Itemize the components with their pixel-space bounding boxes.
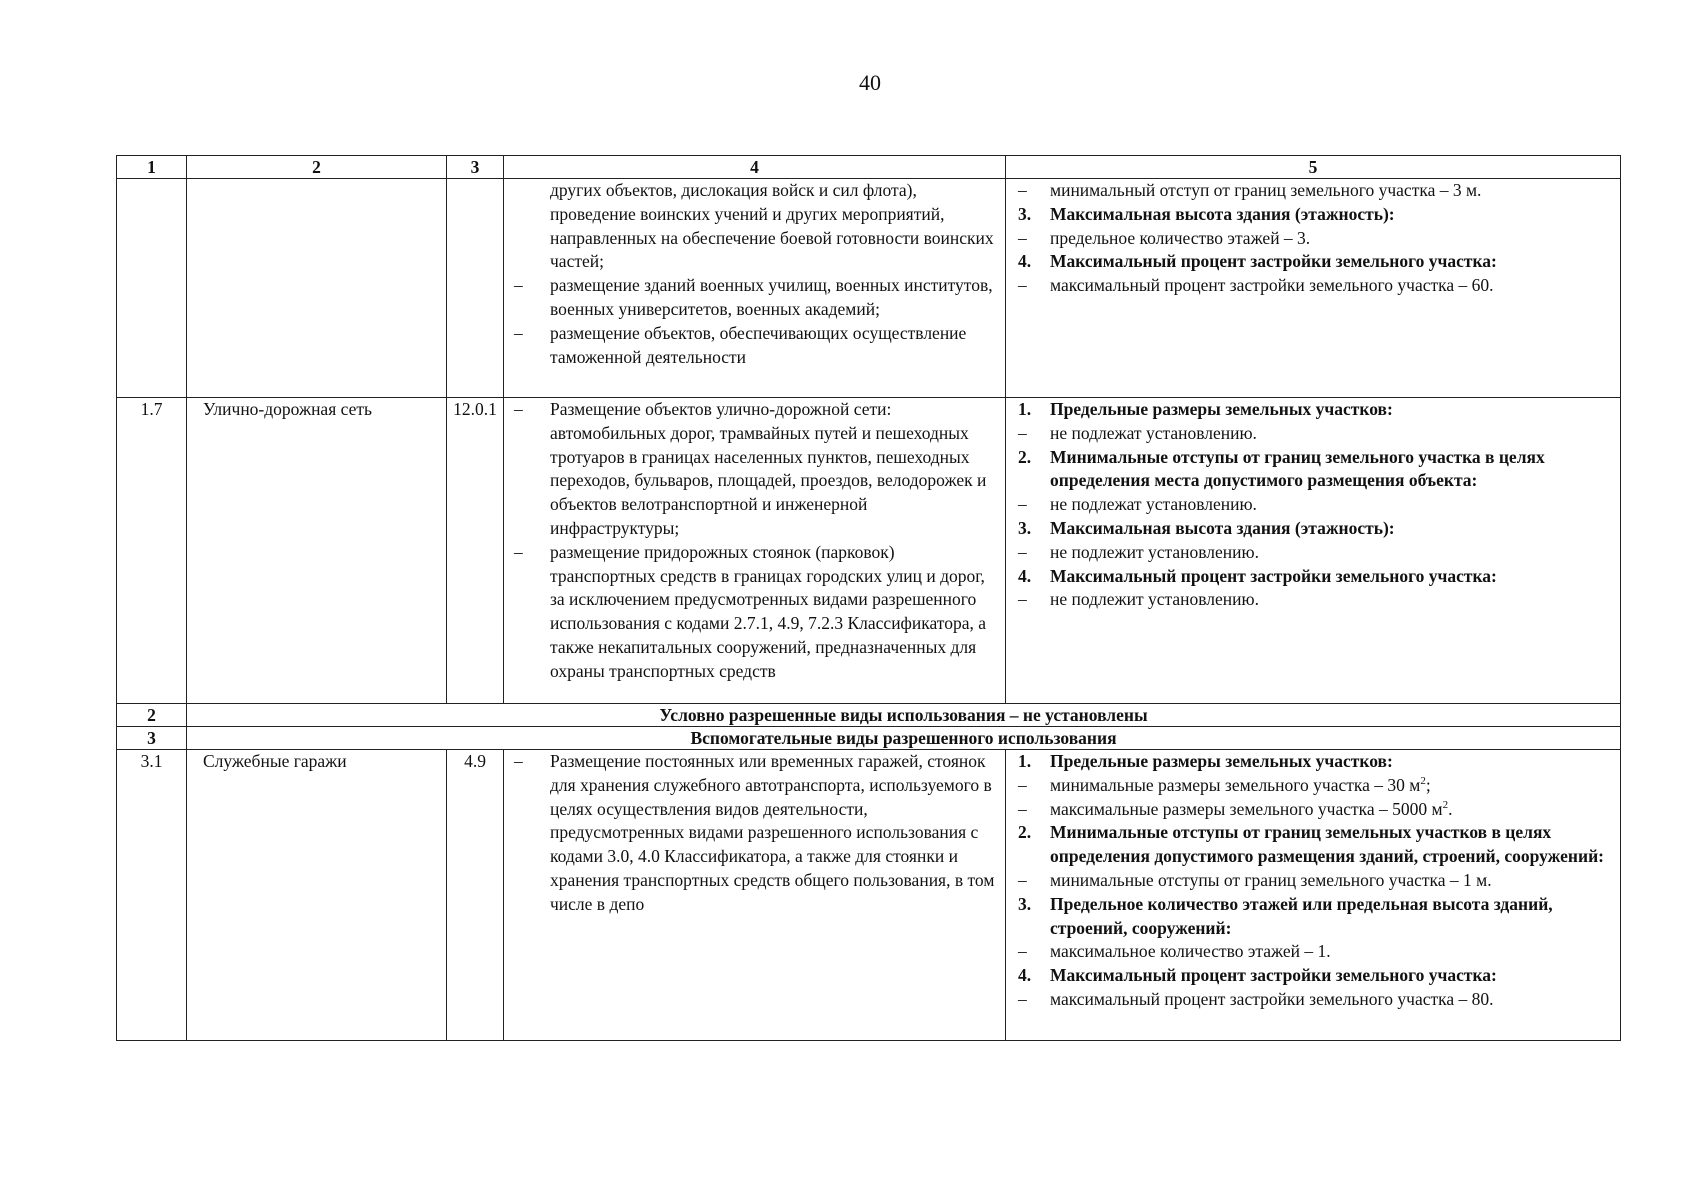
dash-bullet: –	[1018, 180, 1027, 200]
row-number: 1.7	[117, 398, 187, 704]
list-item-text: Размещение объектов улично-дорожной сети: автомобильных дорог, трамвайных путей и пешеходных тротуаров в границах населенных пунктов, пешеходных переходов, бульваров, площадей, проездов, велодорожек и объектов велотранспортной и инженерной инфраструктуры;	[550, 399, 987, 538]
list-item-text: размещение зданий военных училищ, военных институтов, военных университетов, военных академий;	[550, 275, 993, 319]
header-col-5: 5	[1006, 156, 1621, 179]
classifier-code: 12.0.1	[447, 398, 504, 704]
dash-bullet: –	[1018, 589, 1027, 610]
table-row-3-1	[117, 750, 1621, 1041]
dash-bullet: –	[1018, 494, 1027, 515]
dash-bullet: –	[1018, 988, 1027, 1009]
parameter-number: 4.	[1018, 251, 1032, 272]
parameter-heading	[1018, 250, 1620, 274]
parameter-value-text: не подлежат установлению.	[1050, 494, 1257, 515]
parameter-heading-text: Максимальный процент застройки земельного участка:	[1050, 251, 1497, 272]
parameters-cell	[1006, 750, 1621, 1041]
parameter-heading-text: Предельные размеры земельных участков:	[1050, 399, 1393, 419]
header-col-2: 2	[187, 156, 447, 179]
parameter-value	[1018, 774, 1620, 798]
parameter-heading	[1018, 893, 1620, 941]
parameter-value	[1018, 274, 1620, 298]
parameter-heading	[1018, 517, 1620, 541]
parameter-value-text: не подлежит установлению.	[1050, 589, 1259, 610]
parameter-heading	[1018, 750, 1620, 774]
parameter-number: 4.	[1018, 965, 1032, 986]
dash-bullet: –	[514, 399, 523, 419]
parameter-value	[1018, 541, 1620, 565]
description-cell	[504, 750, 1006, 1041]
section-number: 2	[117, 704, 187, 727]
parameter-heading	[1018, 964, 1620, 988]
dash-bullet: –	[1018, 798, 1027, 819]
parameters-cell	[1006, 398, 1621, 704]
parameter-value-text: максимальный процент застройки земельного участка – 80.	[1050, 988, 1494, 1009]
table-row-1-7	[117, 398, 1621, 704]
parameter-heading-text: Предельные размеры земельных участков:	[1050, 751, 1393, 771]
dash-bullet: –	[1018, 227, 1027, 248]
parameters-cell	[1006, 179, 1621, 398]
parameter-value-text: минимальные размеры земельного участка – 30 м	[1050, 774, 1421, 795]
parameter-value	[1018, 588, 1620, 612]
parameter-heading-text: Минимальные отступы от границ земельных участков в целях определения допустимого размещения зданий, строений, сооружений:	[1050, 822, 1604, 867]
use-type-name: Улично-дорожная сеть	[187, 398, 447, 704]
page-number: 40	[859, 70, 881, 95]
list-item-text: размещение придорожных стоянок (парковок) транспортных средств в границах городских улиц и дорог, за исключением предусмотренных видами разрешенного использования с кодами 2.7.1, 4.9, 7.2.3 Классификатора, а также некапитальных сооружений, предназначенных для охраны транспортных средств	[550, 541, 987, 681]
dash-bullet: –	[1018, 422, 1027, 443]
parameter-number: 3.	[1018, 893, 1032, 914]
section-row-3	[117, 727, 1621, 750]
parameter-value	[1018, 493, 1620, 517]
parameter-heading	[1018, 821, 1620, 869]
description-text: других объектов, дислокация войск и сил флота), проведение воинских учений и других мероприятий, направленных на обеспечение боевой готовности воинских частей;	[550, 180, 994, 272]
dash-bullet: –	[1018, 541, 1027, 562]
parameter-value-text: максимальное количество этажей – 1.	[1050, 941, 1331, 962]
parameter-value	[1018, 798, 1620, 822]
section-title: Вспомогательные виды разрешенного использования	[187, 727, 1621, 750]
list-item	[504, 274, 1005, 322]
list-item-text: Размещение постоянных или временных гаражей, стоянок для хранения служебного автотранспорта, используемого в целях осуществления видов деятельности, предусмотренных видами разрешенного использования с кодами 3.0, 4.0 Классификатора, а также для стоянки и хранения транспортных средств общего пользования, в том числе в депо	[550, 751, 995, 914]
parameter-heading-text: Максимальная высота здания (этажность):	[1050, 203, 1395, 224]
use-type-name: Служебные гаражи	[187, 750, 447, 1041]
section-row-2	[117, 704, 1621, 727]
parameter-heading-text: Предельное количество этажей или предельная высота зданий, строений, сооружений:	[1050, 893, 1553, 938]
parameter-heading-text: Минимальные отступы от границ земельного участка в целях определения места допустимого размещения объекта:	[1050, 446, 1545, 491]
parameter-value	[1018, 988, 1620, 1012]
description-cell	[504, 398, 1006, 704]
list-item	[504, 750, 1005, 917]
dash-bullet: –	[1018, 774, 1027, 795]
table-row-continuation	[117, 179, 1621, 398]
punctuation: .	[1448, 798, 1453, 819]
punctuation: ;	[1425, 774, 1431, 795]
classifier-code: 4.9	[447, 750, 504, 1041]
parameter-heading	[1018, 446, 1620, 494]
superscript: 2	[1442, 798, 1449, 811]
parameter-value-text: максимальный процент застройки земельного участка – 60.	[1050, 275, 1494, 296]
row-number: 3.1	[117, 750, 187, 1041]
parameter-number: 1.	[1018, 399, 1032, 419]
parameter-number: 3.	[1018, 517, 1032, 538]
parameter-heading	[1018, 203, 1620, 227]
dash-bullet: –	[1018, 275, 1027, 296]
parameter-value-text: минимальный отступ от границ земельного участка – 3 м.	[1050, 180, 1482, 200]
parameter-number: 3.	[1018, 203, 1032, 224]
parameter-heading-text: Максимальная высота здания (этажность):	[1050, 517, 1395, 538]
parameter-number: 1.	[1018, 751, 1032, 771]
section-title: Условно разрешенные виды использования – не установлены	[187, 704, 1621, 727]
header-col-3: 3	[447, 156, 504, 179]
parameter-value-text: не подлежит установлению.	[1050, 541, 1259, 562]
header-col-4: 4	[504, 156, 1006, 179]
parameter-value	[1018, 940, 1620, 964]
dash-bullet: –	[1018, 869, 1027, 890]
parameter-value-text: не подлежат установлению.	[1050, 422, 1257, 443]
dash-bullet: –	[514, 541, 523, 562]
parameter-value	[1018, 869, 1620, 893]
list-item	[504, 541, 1005, 684]
section-number: 3	[117, 727, 187, 750]
list-item-text: размещение объектов, обеспечивающих осуществление таможенной деятельности	[550, 322, 967, 367]
dash-bullet: –	[1018, 941, 1027, 962]
parameter-number: 2.	[1018, 446, 1032, 467]
parameter-value-text: минимальные отступы от границ земельного участка – 1 м.	[1050, 869, 1492, 890]
parameter-number: 4.	[1018, 565, 1032, 586]
superscript: 2	[1420, 774, 1426, 787]
parameter-heading	[1018, 565, 1620, 589]
parameter-value-text: предельное количество этажей – 3.	[1050, 227, 1311, 248]
parameter-value	[1018, 422, 1620, 446]
dash-bullet: –	[514, 751, 523, 771]
parameter-heading-text: Максимальный процент застройки земельного участка:	[1050, 965, 1497, 986]
parameter-value	[1018, 227, 1620, 251]
list-item	[504, 398, 1005, 541]
header-row	[117, 156, 1621, 179]
parameter-number: 2.	[1018, 822, 1032, 843]
dash-bullet: –	[514, 322, 523, 343]
parameter-value	[1018, 179, 1620, 203]
parameter-value-text: максимальные размеры земельного участка – 5000 м	[1050, 798, 1443, 819]
dash-bullet: –	[514, 275, 523, 296]
zoning-table	[116, 155, 1621, 1041]
parameter-heading-text: Максимальный процент застройки земельного участка:	[1050, 565, 1497, 586]
description-cell	[504, 179, 1006, 398]
parameter-heading	[1018, 398, 1620, 422]
list-item	[504, 322, 1005, 370]
header-col-1: 1	[117, 156, 187, 179]
